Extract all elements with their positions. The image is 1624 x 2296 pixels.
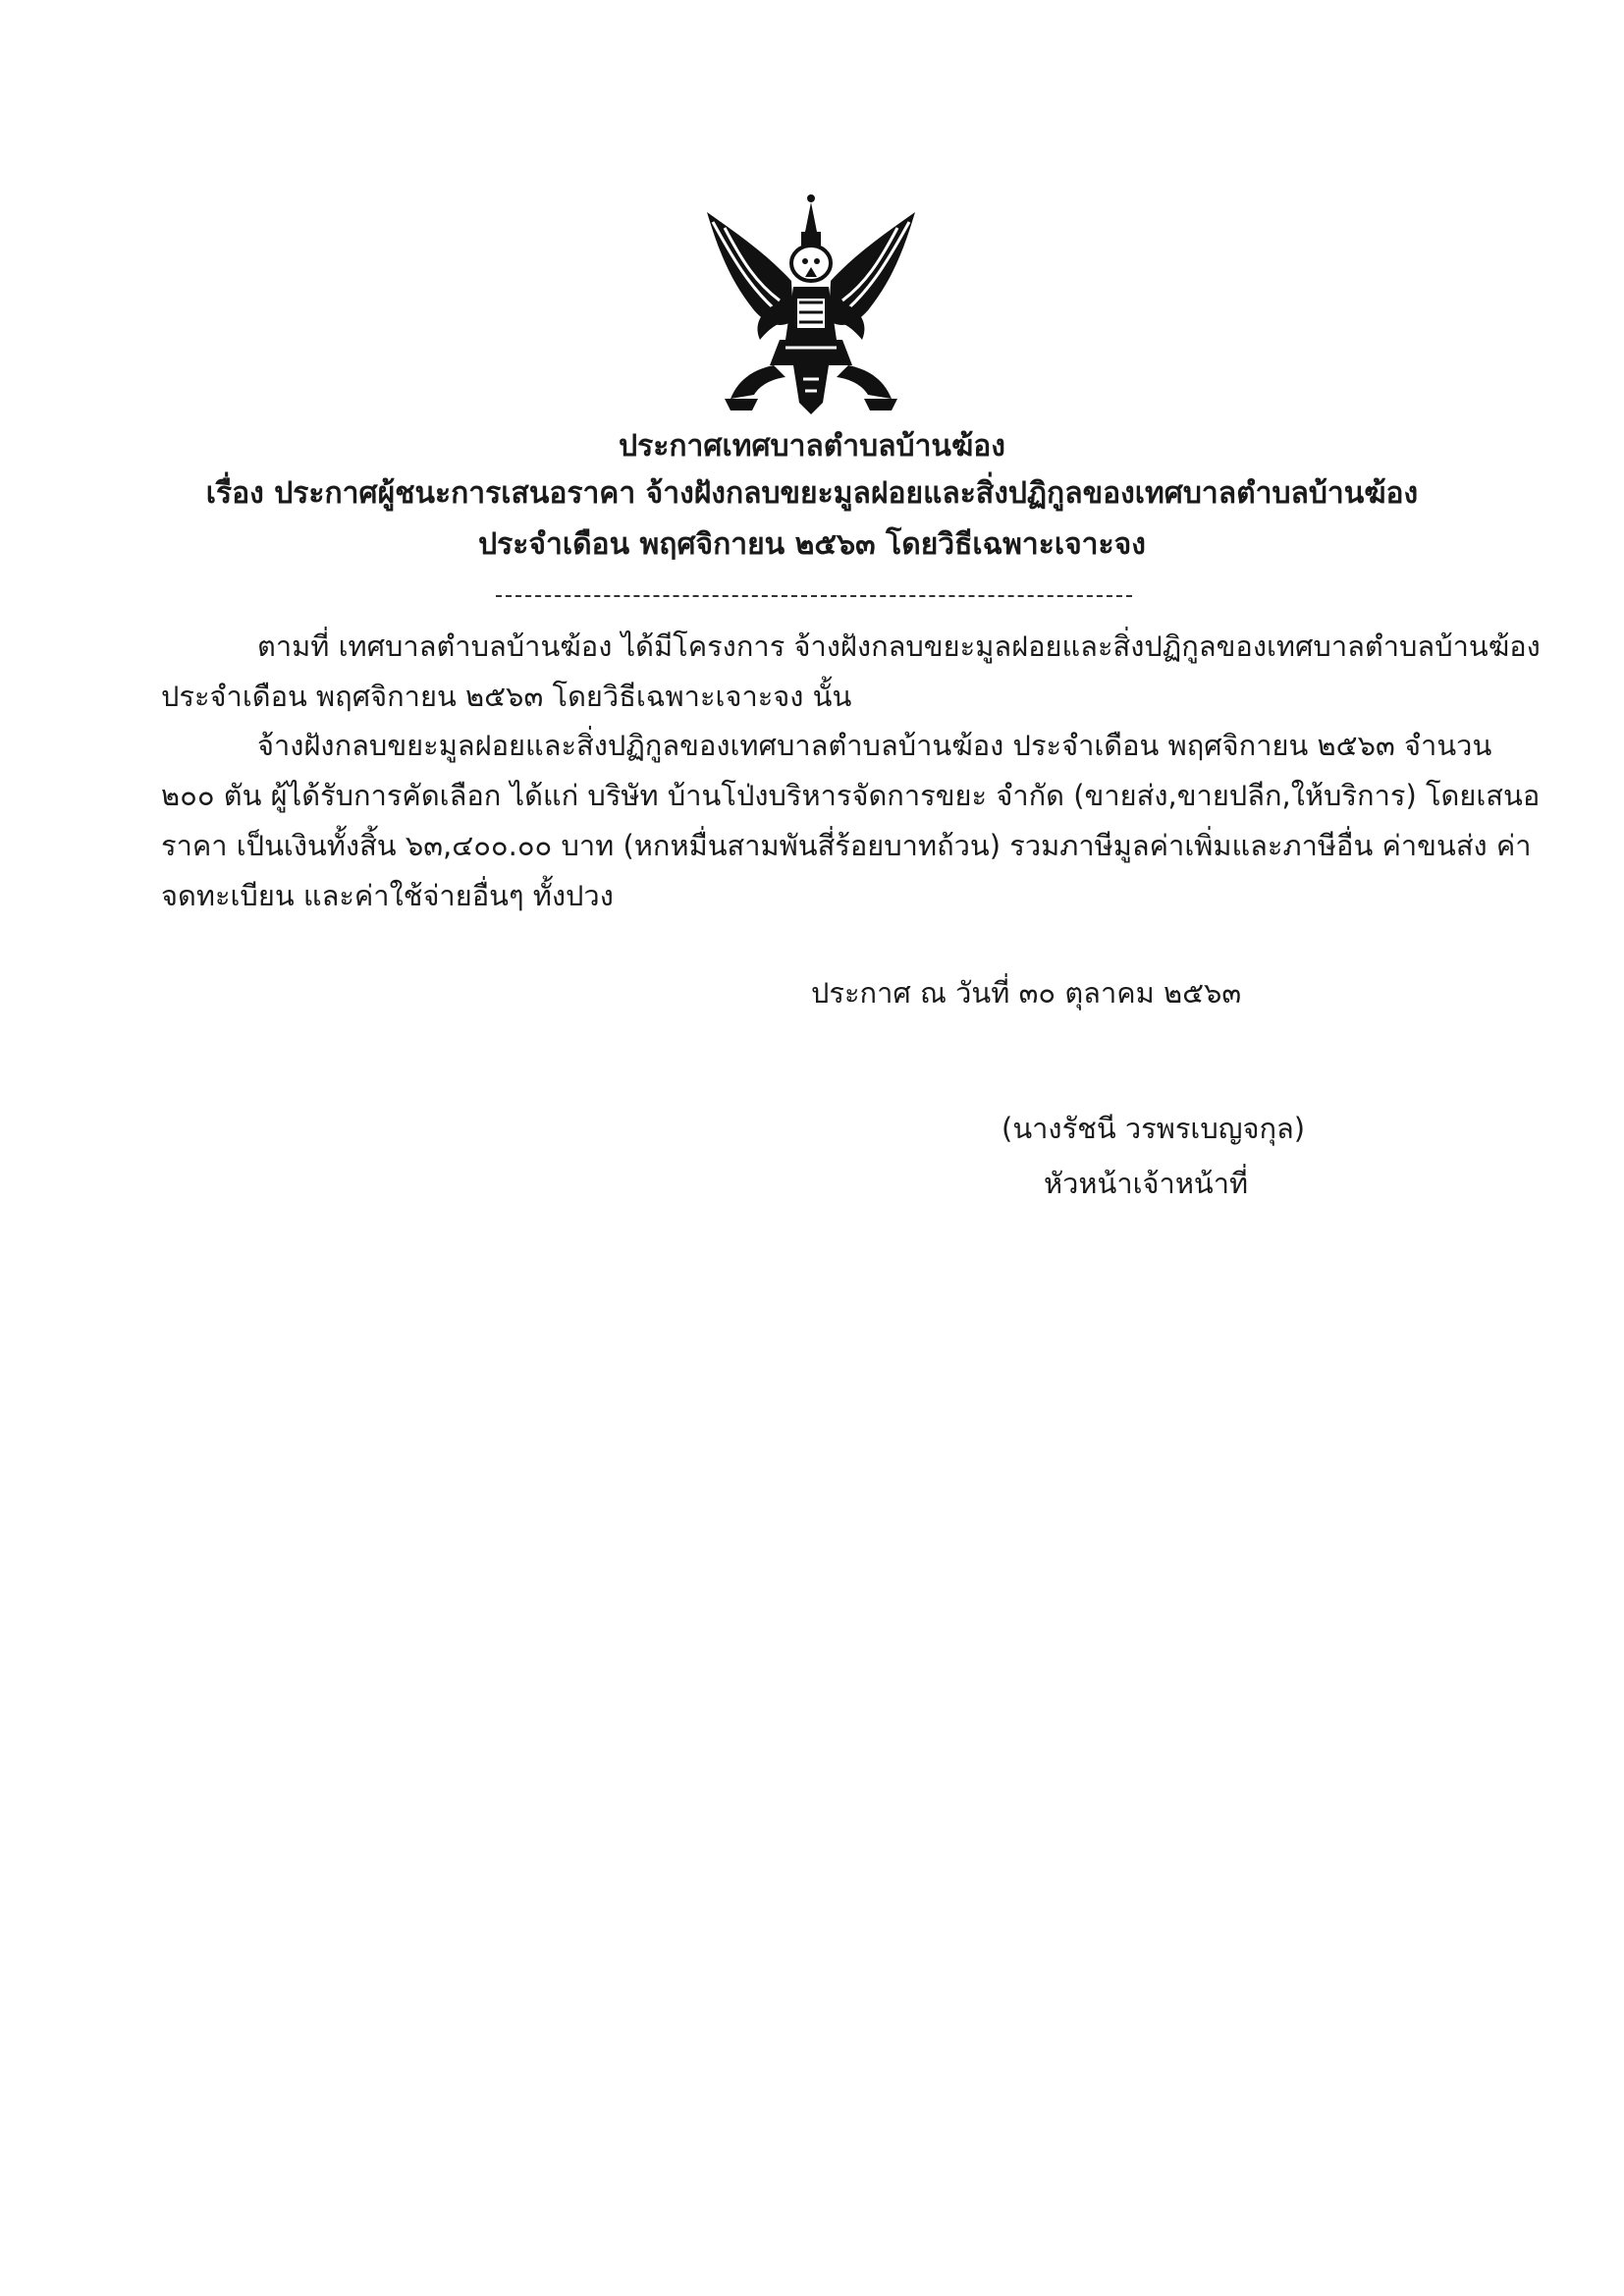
paragraph-2-line-2: ๒๐๐ ตัน ผู้ได้รับการคัดเลือก ได้แก่ บริษัท บ้านโป่งบริหารจัดการขยะ จำกัด (ขายส่ง,ขายปลีก,ให้บริการ) โดยเสนอ <box>161 779 1541 812</box>
announcement-period: ประจำเดือน พฤศจิกายน ๒๕๖๓ โดยวิธีเฉพาะเจาะจง <box>478 527 1146 562</box>
announcement-date: ประกาศ ณ วันที่ ๓๐ ตุลาคม ๒๕๖๓ <box>811 976 1242 1010</box>
paragraph-1-line-1: ตามที่ เทศบาลตำบลบ้านฆ้อง ได้มีโครงการ จ้างฝังกลบขยะมูลฝอยและสิ่งปฏิกูลของเทศบาลตำบลบ้านฆ้อง <box>257 629 1541 663</box>
paragraph-2-line-3: ราคา เป็นเงินทั้งสิ้น ๖๓,๔๐๐.๐๐ บาท (หกหมื่นสามพันสี่ร้อยบาทถ้วน) รวมภาษีมูลค่าเพิ่มและภาษีอื่น ค่าขนส่ง ค่า <box>161 829 1532 862</box>
garuda-emblem-icon <box>695 192 927 420</box>
signatory-position: หัวหน้าเจ้าหน้าที่ <box>1044 1167 1249 1200</box>
announcement-title: ประกาศเทศบาลตำบลบ้านฆ้อง <box>619 429 1005 464</box>
paragraph-2-line-4: จดทะเบียน และค่าใช้จ่ายอื่นๆ ทั้งปวง <box>161 879 614 912</box>
dashed-divider <box>496 595 1132 597</box>
paragraph-2-line-1: จ้างฝังกลบขยะมูลฝอยและสิ่งปฏิกูลของเทศบาลตำบลบ้านฆ้อง ประจำเดือน พฤศจิกายน ๒๕๖๓ จำนวน <box>257 729 1492 762</box>
signatory-name: (นางรัชนี วรพรเบญจกุล) <box>1001 1112 1306 1145</box>
paragraph-1-line-2: ประจำเดือน พฤศจิกายน ๒๕๖๓ โดยวิธีเฉพาะเจาะจง นั้น <box>161 680 852 713</box>
announcement-subject: เรื่อง ประกาศผู้ชนะการเสนอราคา จ้างฝังกลบขยะมูลฝอยและสิ่งปฏิกูลของเทศบาลตำบลบ้านฆ้อง <box>205 476 1419 511</box>
